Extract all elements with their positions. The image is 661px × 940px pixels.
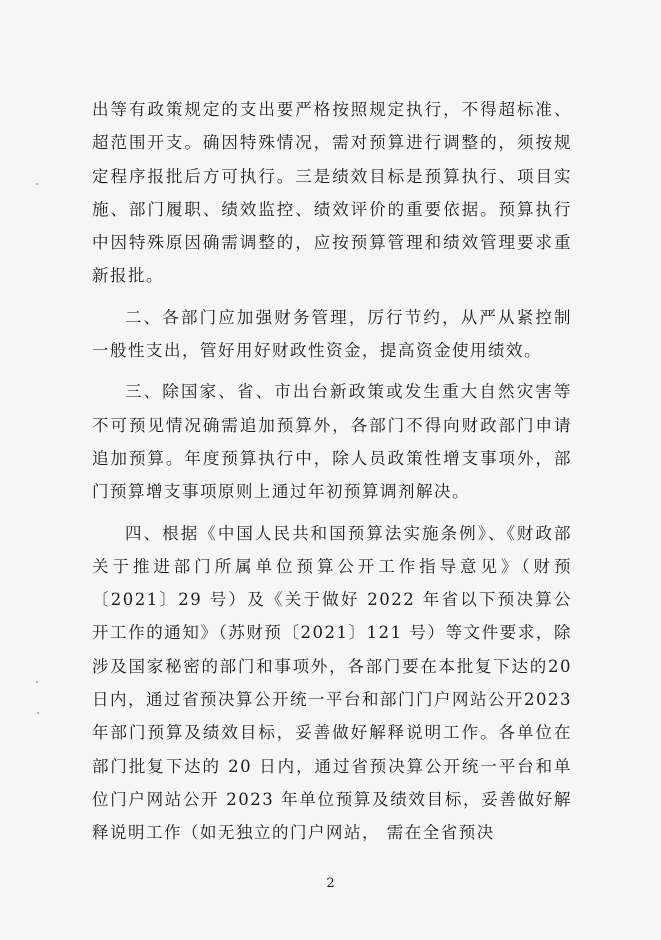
- body-text: [92, 93, 572, 850]
- paragraph-four: 四、根据《中国人民共和国预算法实施条例》、《财政部关于推进部门所属单位预算公开工作指导意见》（财预〔2021〕29 号）及《关于做好 2022 年省以下预决算公开工作的通知》（苏财预〔2021〕121 号）等文件要求，除涉及国家秘密的部门和事项外，各部门要在本批复下达的20 日内，通过省预决算公开统一平台和部门门户网站公开2023 年部门预算及绩效目标，妥善做好解释说明工作。各单位在部门批复下达的 20 日内，通过省预决算公开统一平台和单位门户网站公开 2023 年单位预算及绩效目标，妥善做好解释说明工作（如无独立的门户网站， 需在全省预决: [92, 523, 572, 843]
- paragraph-three: 三、除国家、省、市出台新政策或发生重大自然灾害等不可预见情况确需追加预算外，各部门不得向财政部门申请追加预算。年度预算执行中，除人员政策性增支事项外，部门预算增支事项原则上通过年初预算调剂解决。: [92, 382, 572, 502]
- scan-speck: [36, 681, 38, 683]
- paragraph-two: 二、各部门应加强财务管理，厉行节约，从严从紧控制一般性支出，管好用好财政性资金，提高资金使用绩效。: [92, 307, 572, 361]
- scan-speck: [37, 712, 39, 714]
- paragraph-continuation: 出等有政策规定的支出要严格按照规定执行，不得超标准、超范围开支。确因特殊情况，需对预算进行调整的，须按规定程序报批后方可执行。三是绩效目标是预算执行、项目实施、部门履职、绩效监控、绩效评价的重要依据。预算执行中因特殊原因确需调整的，应按预算管理和绩效管理要求重新报批。: [92, 100, 572, 286]
- scan-speck: [36, 183, 38, 185]
- page-number: 2: [326, 876, 335, 891]
